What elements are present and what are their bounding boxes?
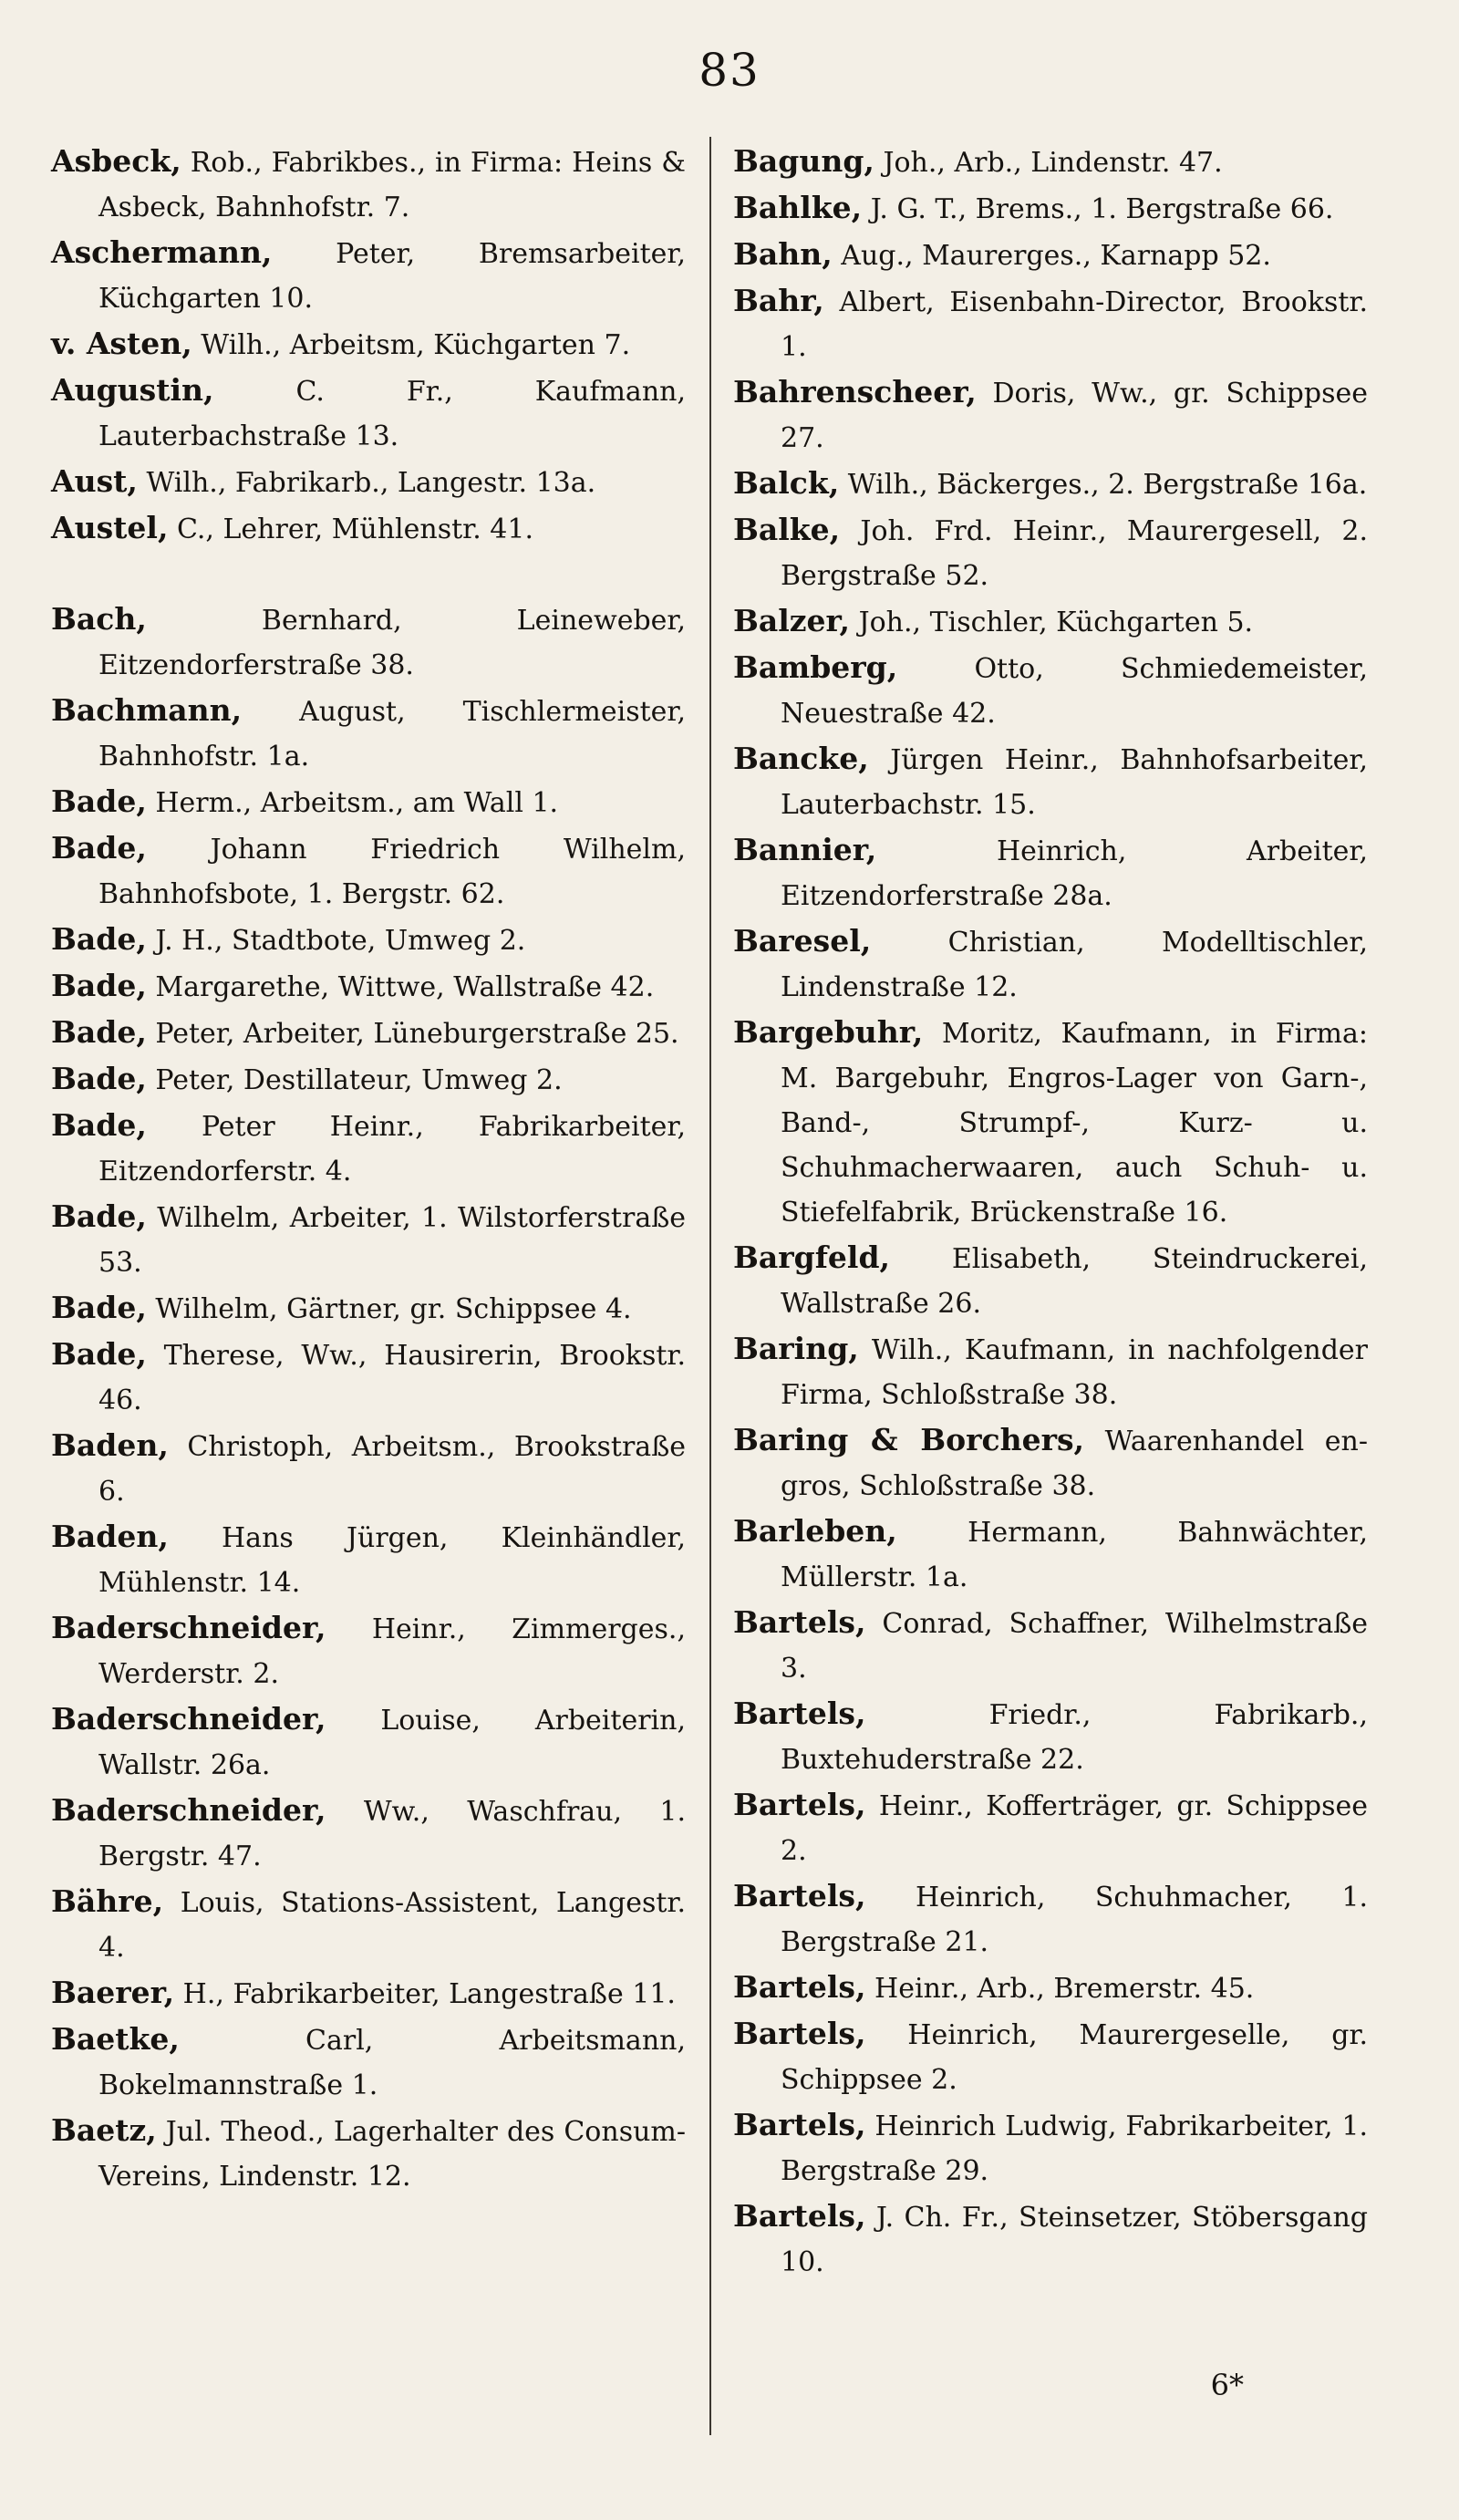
entry-surname: Barleben, — [733, 1513, 897, 1549]
entry-details: Joh. Frd. Heinr., Maurergesell, 2. Bergstraße 52. — [781, 515, 1368, 592]
entry-details: Ww., Waschfrau, 1. Bergstr. 47. — [98, 1796, 686, 1872]
entry-details: Therese, Ww., Hausirerin, Brookstr. 46. — [98, 1340, 686, 1416]
entry-surname: Baderschneider, — [51, 1792, 326, 1828]
entry-surname: Baetz, — [51, 2112, 157, 2148]
directory-entry — [51, 368, 686, 459]
directory-entry — [51, 1056, 686, 1103]
entry-surname: Baresel, — [733, 923, 872, 959]
entry-details: Wilh., Arbeitsm, Küchgarten 7. — [191, 329, 631, 361]
entry-details: Aug., Maurerges., Karnapp 52. — [832, 240, 1271, 272]
directory-entry — [733, 827, 1368, 918]
entry-surname: Bartels, — [733, 1696, 866, 1731]
entry-surname: Baderschneider, — [51, 1610, 326, 1645]
directory-entry — [733, 1873, 1368, 1965]
directory-entry — [733, 1010, 1368, 1235]
entry-surname: Bahlke, — [733, 190, 863, 225]
entry-surname: Baden, — [51, 1519, 169, 1554]
entry-details: Heinrich, Maurergeselle, gr. Schippsee 2. — [781, 2019, 1368, 2096]
entry-details: Wilh., Bäckerges., 2. Bergstraße 16a. — [839, 469, 1368, 501]
entry-surname: Asbeck, — [51, 143, 181, 179]
directory-entry — [51, 825, 686, 917]
directory-entry — [51, 1788, 686, 1879]
directory-entry — [51, 1514, 686, 1605]
entry-surname: Bade, — [51, 921, 147, 957]
directory-entry — [733, 139, 1368, 185]
directory-entry — [51, 1103, 686, 1194]
directory-entry — [733, 1235, 1368, 1326]
entry-surname: Bargebuhr, — [733, 1014, 924, 1050]
directory-entry — [733, 507, 1368, 598]
entry-surname: Baring, — [733, 1331, 859, 1366]
entry-surname: Bartels, — [733, 2198, 866, 2234]
directory-entry — [51, 2108, 686, 2199]
entry-details: Louis, Stations-Assistent, Langestr. 4. — [98, 1887, 686, 1964]
entry-details: Friedr., Fabrikarb., Buxtehuderstraße 22. — [781, 1699, 1368, 1776]
directory-entry — [733, 2011, 1368, 2102]
directory-entry — [733, 645, 1368, 736]
entry-details: Doris, Ww., gr. Schippsee 27. — [781, 378, 1368, 454]
right-column — [733, 139, 1368, 2285]
entry-surname: Bannier, — [733, 832, 877, 867]
entry-details: Heinr., Arb., Bremerstr. 45. — [865, 1973, 1255, 2005]
entry-details: Joh., Tischler, Küchgarten 5. — [850, 607, 1254, 638]
entry-surname: Bancke, — [733, 741, 869, 776]
entry-details: Heinr., Kofferträger, gr. Schippsee 2. — [781, 1790, 1368, 1867]
entry-surname: v. Asten, — [51, 326, 192, 361]
directory-entry — [733, 185, 1368, 232]
entry-surname: Baring & Borchers, — [733, 1422, 1085, 1457]
directory-entry — [51, 2017, 686, 2108]
entry-details: Rob., Fabrikbes., in Firma: Heins & Asbeck, Bahnhofstr. 7. — [98, 147, 686, 223]
entry-surname: Bahr, — [733, 283, 824, 318]
directory-entry — [733, 1509, 1368, 1600]
directory-entry — [733, 461, 1368, 507]
entry-surname: Aschermann, — [51, 234, 273, 270]
directory-entry — [733, 1417, 1368, 1509]
entry-surname: Bartels, — [733, 1787, 866, 1822]
directory-entry — [733, 1691, 1368, 1782]
entry-details: C. Fr., Kaufmann, Lauterbachstraße 13. — [98, 376, 686, 452]
entry-details: Peter Heinr., Fabrikarbeiter, Eitzendorferstr. 4. — [98, 1111, 686, 1187]
directory-entry — [51, 230, 686, 321]
entry-surname: Bartels, — [733, 1969, 866, 2005]
directory-entry — [51, 1423, 686, 1514]
entry-details: Christoph, Arbeitsm., Brookstraße 6. — [98, 1431, 686, 1508]
directory-entry — [51, 963, 686, 1010]
directory-entry — [51, 1696, 686, 1788]
entry-details: J. H., Stadtbote, Umweg 2. — [146, 925, 526, 957]
entry-surname: Bartels, — [733, 2016, 866, 2051]
entry-details: Hermann, Bahnwächter, Müllerstr. 1a. — [781, 1517, 1368, 1593]
entry-details: C., Lehrer, Mühlenstr. 41. — [168, 513, 533, 545]
entry-details: Heinrich Ludwig, Fabrikarbeiter, 1. Bergstraße 29. — [781, 2110, 1368, 2187]
entry-surname: Bartels, — [733, 1604, 866, 1640]
entry-details: Jürgen Heinr., Bahnhofsarbeiter, Lauterbachstr. 15. — [781, 744, 1368, 821]
entry-details: Margarethe, Wittwe, Wallstraße 42. — [146, 971, 655, 1003]
entry-details: Carl, Arbeitsmann, Bokelmannstraße 1. — [98, 2025, 686, 2101]
directory-entry — [51, 1332, 686, 1423]
entry-details: Wilhelm, Gärtner, gr. Schippsee 4. — [146, 1293, 632, 1325]
directory-entry — [733, 736, 1368, 827]
entry-details: Johann Friedrich Wilhelm, Bahnhofsbote, 1. Bergstr. 62. — [98, 834, 686, 910]
entry-details: Conrad, Schaffner, Wilhelmstraße 3. — [781, 1608, 1368, 1685]
entry-surname: Bachmann, — [51, 692, 243, 728]
directory-entry — [733, 2102, 1368, 2193]
entry-surname: Bargfeld, — [733, 1239, 891, 1275]
entry-surname: Bade, — [51, 1061, 147, 1096]
directory-entry — [51, 459, 686, 505]
entry-surname: Austel, — [51, 510, 169, 545]
directory-entry — [51, 1970, 686, 2017]
directory-entry — [733, 1600, 1368, 1691]
entry-details: Otto, Schmiedemeister, Neuestraße 42. — [781, 653, 1368, 730]
directory-entry — [733, 598, 1368, 645]
entry-surname: Bähre, — [51, 1883, 164, 1919]
directory-entry — [51, 1879, 686, 1970]
directory-entry — [51, 779, 686, 825]
entry-surname: Bade, — [51, 830, 147, 866]
entry-surname: Bade, — [51, 1198, 147, 1234]
directory-entry — [51, 321, 686, 368]
directory-entry — [51, 596, 686, 688]
entry-surname: Baerer, — [51, 1975, 175, 2010]
entry-surname: Bade, — [51, 1014, 147, 1050]
directory-entry — [733, 1782, 1368, 1873]
entry-surname: Bahn, — [733, 236, 833, 272]
entry-surname: Bade, — [51, 1107, 147, 1143]
directory-entry — [51, 917, 686, 963]
entry-details: August, Tischlermeister, Bahnhofstr. 1a. — [98, 696, 686, 773]
entry-details: Heinrich, Arbeiter, Eitzendorferstraße 28a. — [781, 835, 1368, 912]
entry-surname: Augustin, — [51, 372, 214, 408]
entry-surname: Baden, — [51, 1427, 169, 1463]
entry-details: Hans Jürgen, Kleinhändler, Mühlenstr. 14. — [98, 1522, 686, 1599]
entry-details: Joh., Arb., Lindenstr. 47. — [874, 147, 1223, 179]
entry-details: Peter, Bremsarbeiter, Küchgarten 10. — [98, 238, 686, 315]
directory-entry — [51, 1285, 686, 1332]
entry-surname: Aust, — [51, 463, 138, 499]
entry-surname: Bagung, — [733, 143, 874, 179]
entry-details: Herm., Arbeitsm., am Wall 1. — [146, 787, 559, 819]
directory-entry — [51, 1010, 686, 1056]
entry-details: Jul. Theod., Lagerhalter des Consum-Vereins, Lindenstr. 12. — [98, 2116, 686, 2193]
entry-details: Elisabeth, Steindruckerei, Wallstraße 26. — [781, 1243, 1368, 1320]
entry-surname: Bade, — [51, 1336, 147, 1372]
directory-entry — [51, 1605, 686, 1696]
entry-surname: Bach, — [51, 601, 147, 637]
entry-surname: Bade, — [51, 783, 147, 819]
entry-details: Peter, Destillateur, Umweg 2. — [146, 1064, 563, 1096]
entry-details: Wilh., Fabrikarb., Langestr. 13a. — [137, 467, 596, 499]
entry-surname: Bade, — [51, 968, 147, 1003]
entry-surname: Bartels, — [733, 1878, 866, 1913]
entry-details: J. Ch. Fr., Steinsetzer, Stöbersgang 10. — [781, 2202, 1368, 2278]
entry-surname: Bahrenscheer, — [733, 374, 977, 410]
entry-details: Peter, Arbeiter, Lüneburgerstraße 25. — [146, 1018, 679, 1050]
entry-details: Heinrich, Schuhmacher, 1. Bergstraße 21. — [781, 1882, 1368, 1958]
entry-surname: Bade, — [51, 1290, 147, 1325]
directory-entry — [733, 369, 1368, 461]
entry-surname: Balke, — [733, 512, 841, 547]
directory-entry — [51, 139, 686, 230]
directory-entry — [733, 918, 1368, 1010]
entry-surname: Balck, — [733, 465, 840, 501]
printer-signature: 6* — [1210, 2368, 1244, 2402]
entry-details: Bernhard, Leineweber, Eitzendorferstraße 38. — [98, 605, 686, 681]
column-divider — [709, 137, 711, 2435]
entry-details: Waarenhandel en-gros, Schloßstraße 38. — [781, 1426, 1369, 1502]
entry-surname: Balzer, — [733, 603, 851, 638]
entry-surname: Bartels, — [733, 2107, 866, 2142]
entry-surname: Bamberg, — [733, 649, 898, 685]
entry-details: Moritz, Kaufmann, in Firma: M. Bargebuhr, Engros-Lager von Garn-, Band-, Strumpf-, Kurz- u. Schuhmacherwaaren, auch Schuh- u. Stiefelfabrik, Brückenstraße 16. — [781, 1018, 1368, 1229]
directory-entry — [51, 505, 686, 552]
entry-details: Louise, Arbeiterin, Wallstr. 26a. — [98, 1705, 686, 1781]
left-column — [51, 139, 686, 2199]
entry-details: J. G. T., Brems., 1. Bergstraße 66. — [862, 193, 1334, 225]
entry-surname: Baderschneider, — [51, 1701, 326, 1737]
entry-surname: Baetke, — [51, 2021, 180, 2057]
entry-details: Heinr., Zimmerges., Werderstr. 2. — [98, 1613, 686, 1690]
entry-details: Albert, Eisenbahn-Director, Brookstr. 1. — [781, 286, 1368, 363]
directory-entry — [733, 1326, 1368, 1417]
directory-entry — [51, 1194, 686, 1285]
entry-details: H., Fabrikarbeiter, Langestraße 11. — [174, 1978, 676, 2010]
entry-details: Wilh., Kaufmann, in nachfolgender Firma, Schloßstraße 38. — [781, 1334, 1368, 1411]
directory-entry — [51, 688, 686, 779]
entry-details: Christian, Modelltischler, Lindenstraße 12. — [781, 927, 1368, 1003]
page-number: 83 — [698, 44, 761, 97]
directory-entry — [733, 2193, 1368, 2285]
directory-entry — [733, 232, 1368, 278]
directory-entry — [733, 1965, 1368, 2011]
entry-details: Wilhelm, Arbeiter, 1. Wilstorferstraße 53. — [98, 1202, 686, 1279]
directory-entry — [733, 278, 1368, 369]
